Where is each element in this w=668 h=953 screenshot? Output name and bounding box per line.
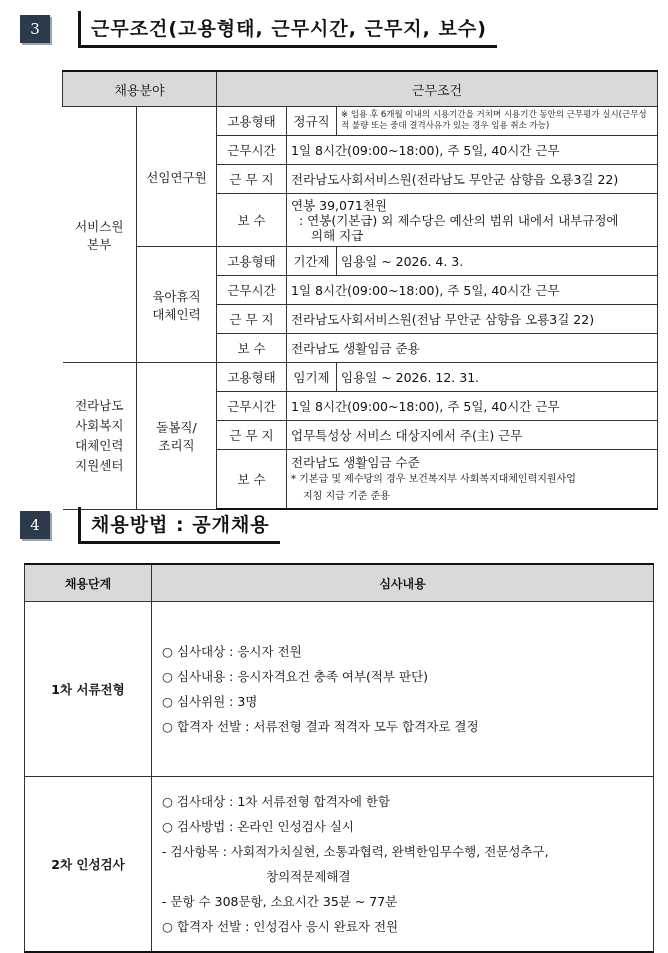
condition-label: 보 수 — [217, 450, 287, 510]
header-content: 심사내용 — [152, 564, 654, 602]
header-field: 채용분야 — [63, 71, 217, 107]
list-item: - 문항 수 308문항, 소요시간 35분 ~ 77분 — [162, 894, 398, 909]
condition-label: 근 무 지 — [217, 305, 287, 334]
condition-value: 임용일 ~ 2026. 12. 31. — [337, 363, 658, 392]
condition-value: 전라남도 생활임금 준용 — [287, 334, 658, 363]
condition-label: 근무시간 — [217, 136, 287, 165]
salary-amount: 연봉 39,071천원 — [291, 197, 388, 213]
work-conditions-table — [62, 70, 658, 510]
condition-label: 고용형태 — [217, 107, 287, 136]
section-4-heading — [20, 508, 280, 542]
condition-label: 고용형태 — [217, 363, 287, 392]
division-cell: 전라남도 사회복지 대체인력 지원센터 — [63, 363, 137, 510]
salary-note: : 연봉(기본급) 외 제수당은 예산의 범위 내에서 내부규정에 — [299, 212, 619, 228]
condition-value: 1일 8시간(09:00~18:00), 주 5일, 40시간 근무 — [287, 392, 658, 421]
list-item: ○ 심사위원 : 3명 — [162, 694, 258, 709]
condition-value: 1일 8시간(09:00~18:00), 주 5일, 40시간 근무 — [287, 276, 658, 305]
condition-value — [287, 194, 658, 247]
condition-label: 보 수 — [217, 334, 287, 363]
list-item: ○ 검사대상 : 1차 서류전형 합격자에 한함 — [162, 794, 391, 809]
salary-note-cont: 지침 지급 기준 준용 — [303, 490, 390, 502]
section-title: 근무조건(고용형태, 근무시간, 근무지, 보수) — [78, 11, 497, 48]
list-item: ○ 합격자 선발 : 인성검사 응시 완료자 전원 — [162, 919, 399, 934]
section-number: 4 — [20, 511, 50, 539]
condition-value: 업무특성상 서비스 대상지에서 주(主) 근무 — [287, 421, 658, 450]
condition-value: 1일 8시간(09:00~18:00), 주 5일, 40시간 근무 — [287, 136, 658, 165]
section-3-heading — [20, 12, 497, 46]
list-item: 창의적문제해결 — [266, 869, 351, 884]
condition-label: 근무시간 — [217, 276, 287, 305]
condition-value: 전라남도사회서비스원(전라남도 무안군 삼향읍 오룡3길 22) — [287, 165, 658, 194]
condition-label: 고용형태 — [217, 247, 287, 276]
list-item: ○ 합격자 선발 : 서류전형 결과 적격자 모두 합격자로 결정 — [162, 719, 479, 734]
employment-type: 임기제 — [287, 363, 337, 392]
stage-content — [152, 777, 654, 953]
condition-value: 전라남도사회서비스원(전남 무안군 삼향읍 오룡3길 22) — [287, 305, 658, 334]
condition-value: 임용일 ~ 2026. 4. 3. — [337, 247, 658, 276]
employment-type: 기간제 — [287, 247, 337, 276]
condition-label: 근무시간 — [217, 392, 287, 421]
salary-note: * 기본급 및 제수당의 경우 보건복지부 사회복지대체인력지원사업 — [291, 473, 576, 485]
salary-note-cont: 의해 지급 — [311, 227, 364, 243]
header-conditions: 근무조건 — [217, 71, 658, 107]
stage-content — [152, 602, 654, 777]
list-item: - 검사항목 : 사회적가치실현, 소통과협력, 완벽한임무수행, 전문성추구, — [162, 844, 549, 859]
list-item: ○ 검사방법 : 온라인 인성검사 실시 — [162, 819, 354, 834]
list-item: ○ 심사내용 : 응시자격요건 충족 여부(적부 판단) — [162, 669, 429, 684]
probation-note: ※ 임용 후 6개월 이내의 시용기간을 거치며 시용기간 동안의 근무평가 실시(근무성적 불량 또는 중대 결격사유가 있는 경우 임용 취소 가능) — [337, 107, 658, 136]
role-cell: 육아휴직 대체인력 — [137, 247, 217, 363]
section-title: 채용방법 : 공개채용 — [78, 507, 280, 544]
section-number: 3 — [20, 15, 50, 43]
role-cell: 선임연구원 — [137, 107, 217, 247]
employment-type: 정규직 — [287, 107, 337, 136]
salary-amount: 전라남도 생활임금 수준 — [291, 454, 420, 470]
stage-name: 1차 서류전형 — [25, 602, 152, 777]
role-cell: 돌봄직/ 조리직 — [137, 363, 217, 510]
list-item: ○ 심사대상 : 응시자 전원 — [162, 644, 302, 659]
condition-label: 보 수 — [217, 194, 287, 247]
condition-label: 근 무 지 — [217, 421, 287, 450]
recruitment-method-table — [24, 563, 654, 953]
division-cell: 서비스원 본부 — [63, 107, 137, 363]
header-stage: 채용단계 — [25, 564, 152, 602]
stage-name: 2차 인성검사 — [25, 777, 152, 953]
condition-label: 근 무 지 — [217, 165, 287, 194]
condition-value — [287, 450, 658, 510]
